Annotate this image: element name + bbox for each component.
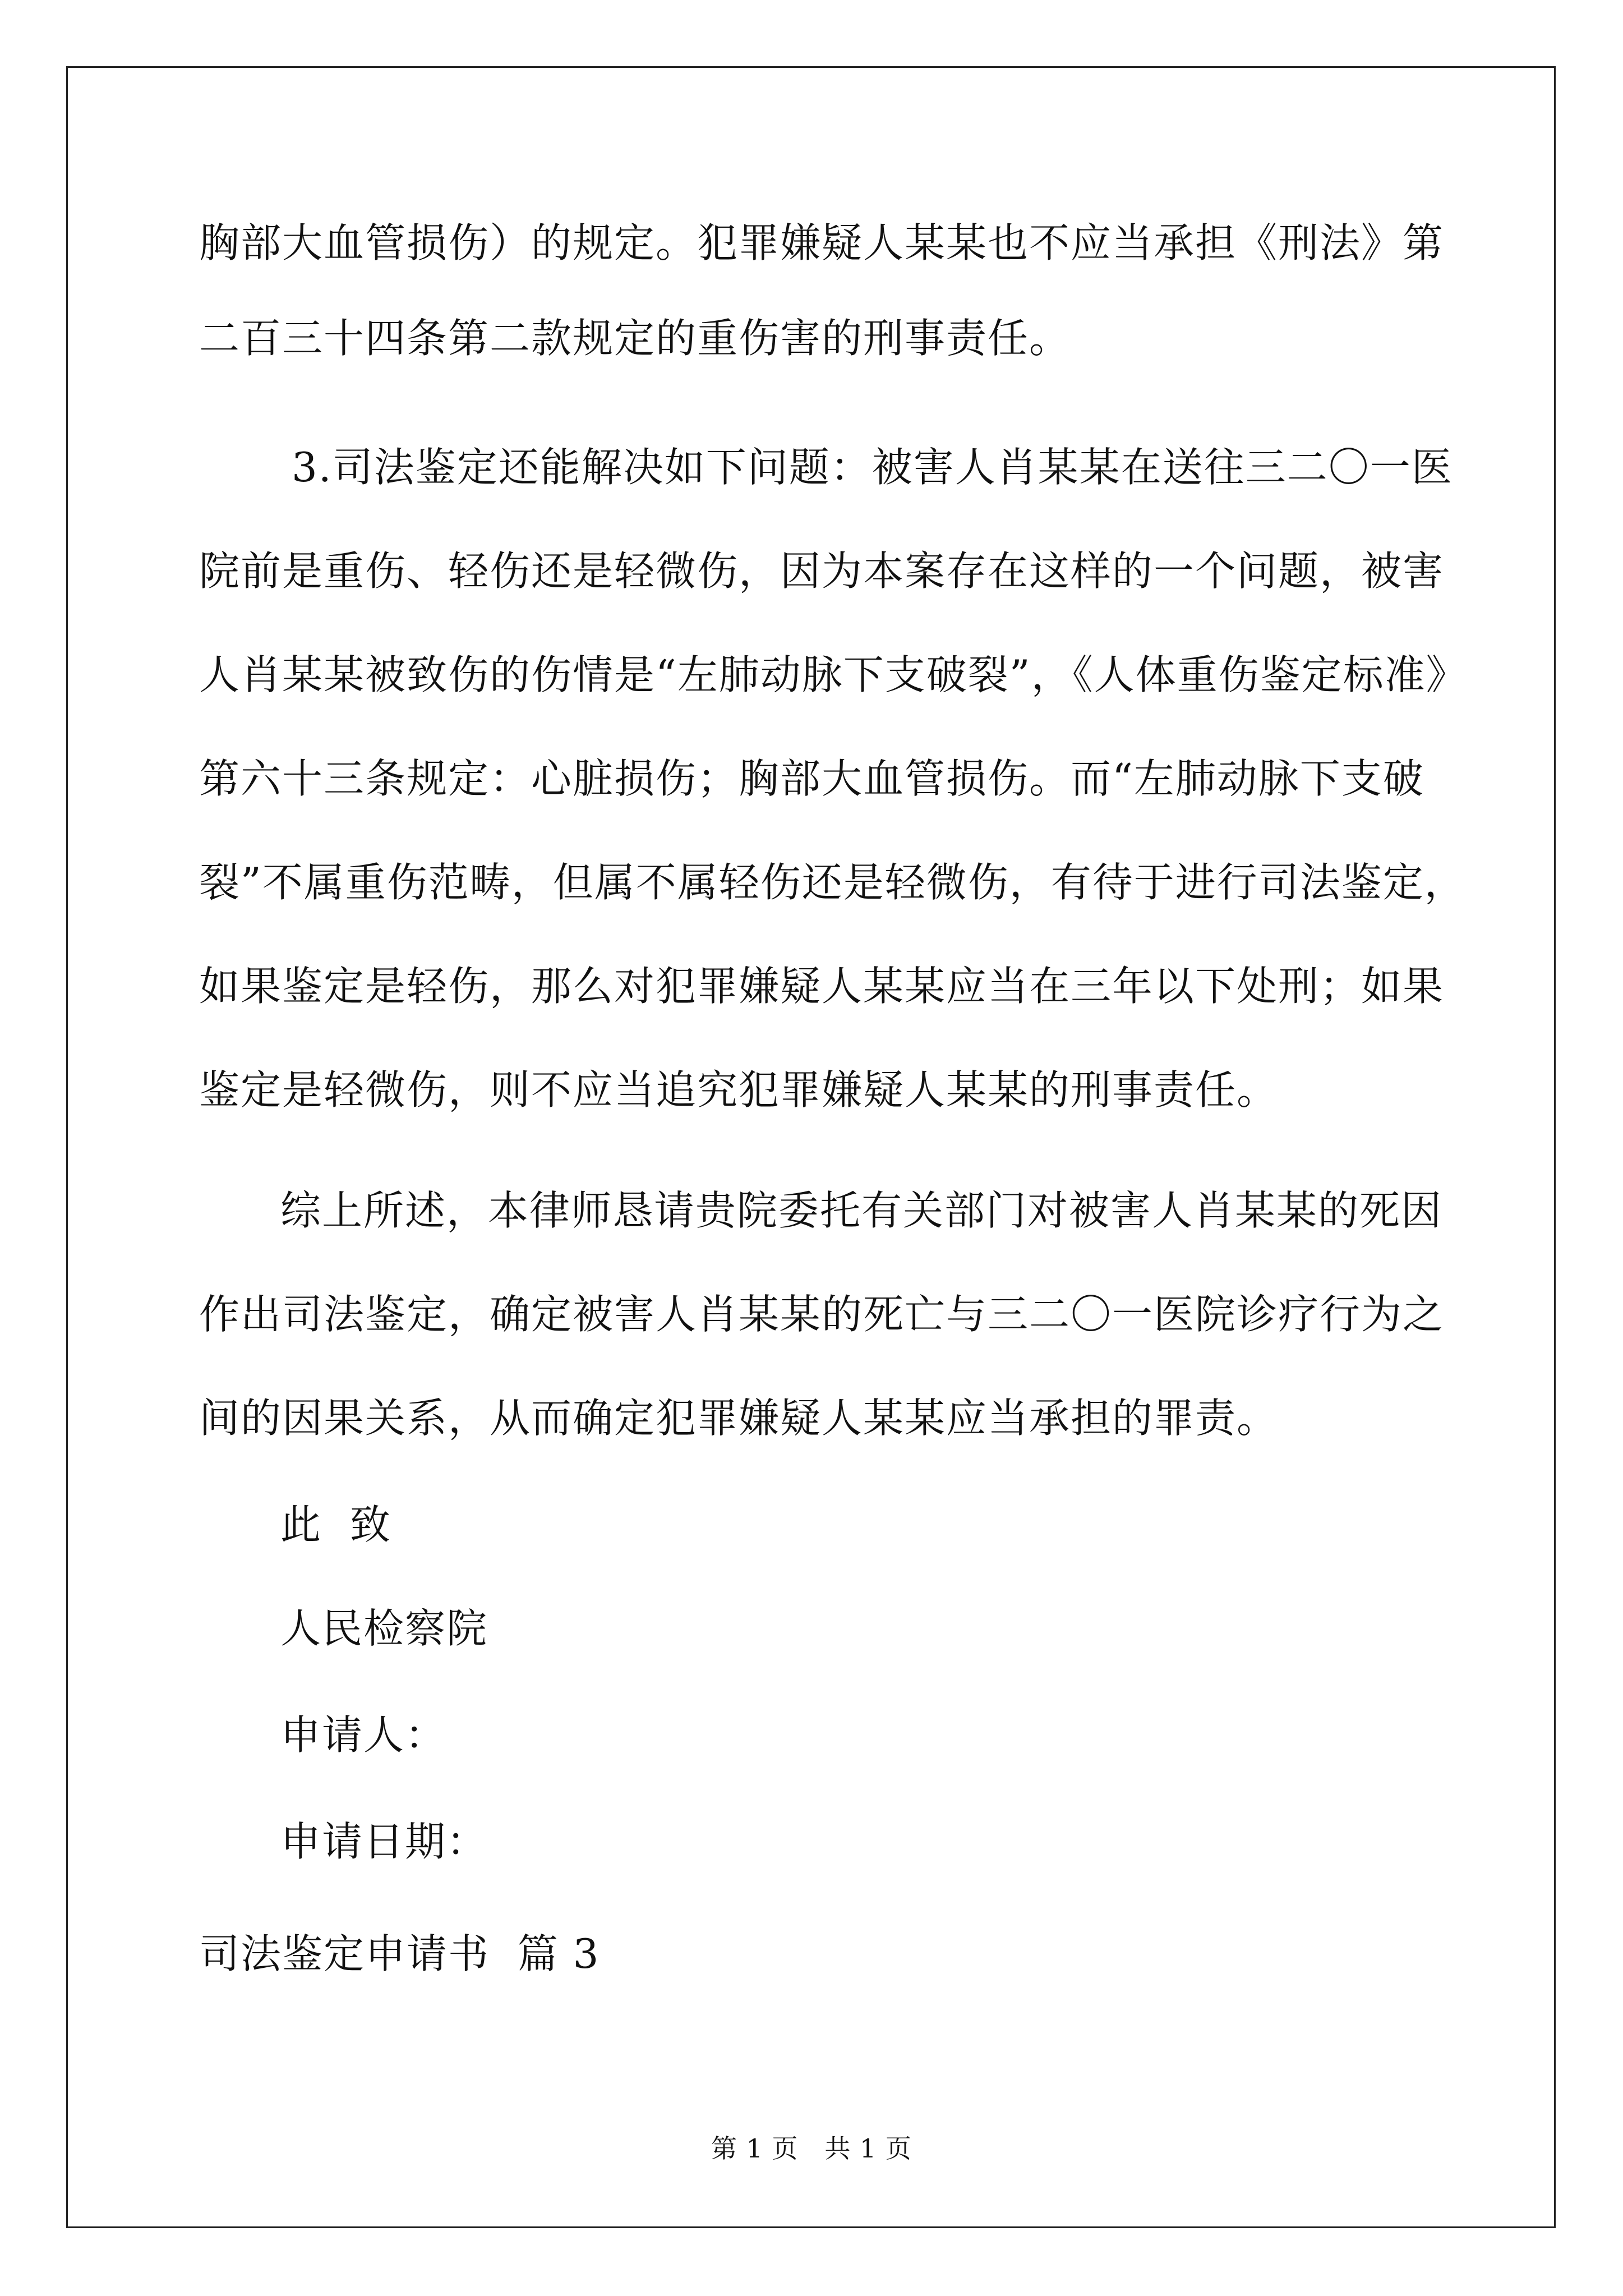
paragraph-3-line-3: 间的因果关系，从而确定犯罪嫌疑人某某应当承担的罪责。 [199, 1395, 1279, 1442]
paragraph-2-line-6: 如果鉴定是轻伤，那么对犯罪嫌疑人某某应当在三年以下处刑；如果 [199, 963, 1445, 1010]
date-label: 申请日期： [280, 1818, 488, 1865]
page-border [66, 66, 1556, 2228]
paragraph-1-line-2: 二百三十四条第二款规定的重伤害的刑事责任。 [199, 315, 1071, 362]
paragraph-1-line-1: 胸部大血管损伤）的规定。犯罪嫌疑人某某也不应当承担《刑法》第 [199, 219, 1445, 266]
paragraph-2-line-5: 裂”不属重伤范畴，但属不属轻伤还是轻微伤，有待于进行司法鉴定， [199, 859, 1466, 906]
paragraph-2-line-4: 第六十三条规定：心脏损伤；胸部大血管损伤。而“左肺动脉下支破 [199, 755, 1424, 802]
paragraph-2-line-2: 院前是重伤、轻伤还是轻微伤，因为本案存在这样的一个问题，被害 [199, 547, 1445, 595]
paragraph-2-line-3: 人肖某某被致伤的伤情是“左肺动脉下支破裂”，《人体重伤鉴定标准》 [199, 651, 1468, 698]
applicant-label: 申请人： [280, 1711, 447, 1759]
recipient: 人民检察院 [280, 1605, 488, 1652]
paragraph-2-line-1: 3.司法鉴定还能解决如下问题：被害人肖某某在送往三二〇一医 [292, 444, 1453, 491]
paragraph-3-line-1: 综上所述，本律师恳请贵院委托有关部门对被害人肖某某的死因 [280, 1187, 1443, 1234]
salutation: 此 致 [280, 1501, 391, 1548]
page-footer: 第 1 页 共 1 页 [711, 2133, 912, 2164]
paragraph-3-line-2: 作出司法鉴定，确定被害人肖某某的死亡与三二〇一医院诊疗行为之 [199, 1291, 1445, 1338]
paragraph-2-line-7: 鉴定是轻微伤，则不应当追究犯罪嫌疑人某某的刑事责任。 [199, 1066, 1279, 1114]
next-section-title: 司法鉴定申请书 篇 3 [199, 1930, 600, 1977]
